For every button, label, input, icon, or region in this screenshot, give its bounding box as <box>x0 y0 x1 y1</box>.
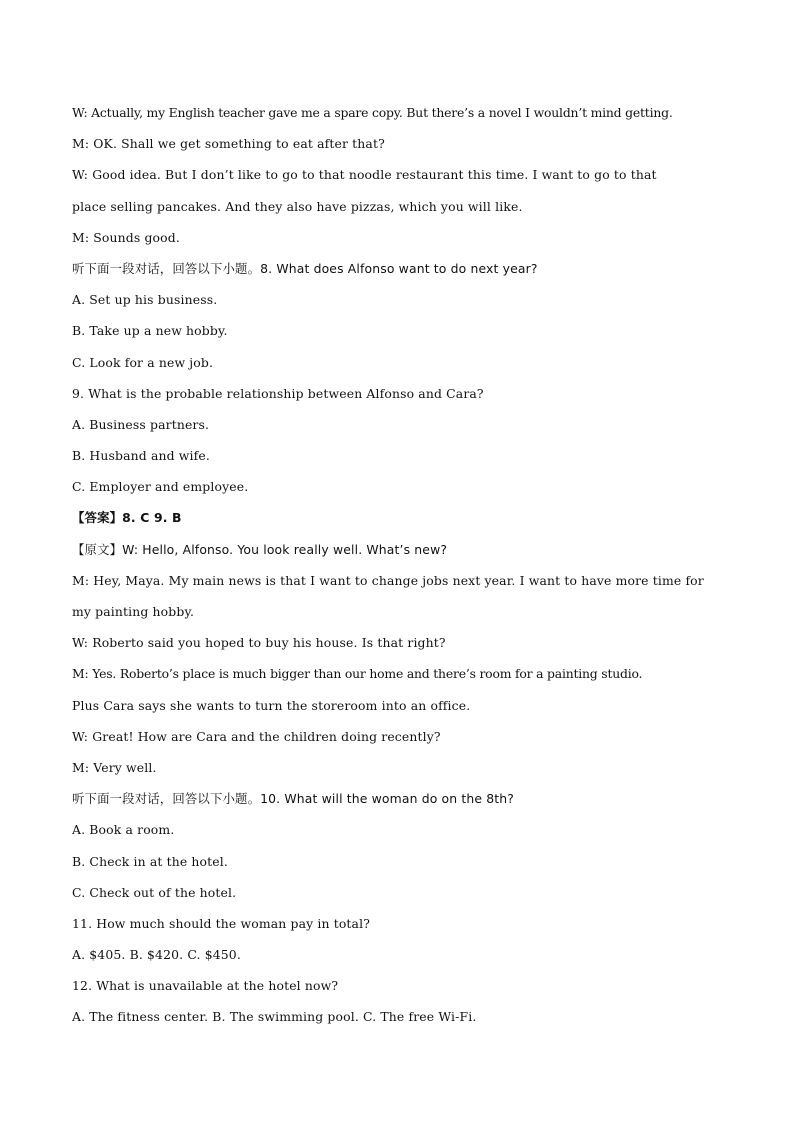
dialogue-line: my painting hobby. <box>72 604 195 619</box>
dialogue-line: W: Good idea. But I don’t like to go to that noodle restaurant this time. I want to go to that <box>72 167 657 183</box>
dialogue-line: M: Hey, Maya. My main news is that I want to change jobs next year. I want to have more time for <box>72 572 704 588</box>
answer-option: C. Check out of the hotel. <box>72 884 237 900</box>
dialogue-line: M: Sounds good. <box>72 229 180 245</box>
dialogue-line: W: Great! How are Cara and the children doing recently? <box>72 728 441 744</box>
answer-options: A. The fitness center. B. The swimming pool. C. The free Wi-Fi. <box>72 1009 477 1025</box>
answer-option: A. Book a room. <box>72 822 175 838</box>
section-instruction: 听下面一段对话，回答以下小题。10. What will the woman do on the 8th? <box>72 791 514 807</box>
answer-option: A. Set up his business. <box>72 292 218 308</box>
dialogue-line: M: OK. Shall we get something to eat after that? <box>72 136 385 152</box>
answer-option: B. Take up a new hobby. <box>72 323 228 339</box>
answer-key: 【答案】8. C 9. B <box>72 510 182 526</box>
question: 9. What is the probable relationship between Alfonso and Cara? <box>72 385 484 401</box>
answer-option: B. Check in at the hotel. <box>72 853 228 869</box>
answer-option: A. Business partners. <box>72 416 210 432</box>
dialogue-line: Plus Cara says she wants to turn the storeroom into an office. <box>72 697 471 713</box>
dialogue-line: W: Actually, my English teacher gave me a spare copy. But there’s a novel I wouldn’t mind getting. <box>72 105 673 120</box>
section-instruction: 听下面一段对话，回答以下小题。8. What does Alfonso want to do next year? <box>72 260 538 276</box>
answer-option: C. Look for a new job. <box>72 354 214 370</box>
dialogue-line: M: Very well. <box>72 759 157 775</box>
answer-option: B. Husband and wife. <box>72 448 210 464</box>
dialogue-line: place selling pancakes. And they also have pizzas, which you will like. <box>72 198 523 214</box>
document-body <box>72 101 732 1037</box>
dialogue-line: W: Roberto said you hoped to buy his house. Is that right? <box>72 635 446 651</box>
answer-option: C. Employer and employee. <box>72 479 249 495</box>
question: 11. How much should the woman pay in total? <box>72 915 371 931</box>
transcript-start: 【原文】W: Hello, Alfonso. You look really well. What’s new? <box>72 541 448 557</box>
question: 12. What is unavailable at the hotel now? <box>72 978 339 994</box>
answer-options: A. $405. B. $420. C. $450. <box>72 947 241 963</box>
dialogue-line: M: Yes. Roberto’s place is much bigger than our home and there’s room for a painting studio. <box>72 666 643 682</box>
